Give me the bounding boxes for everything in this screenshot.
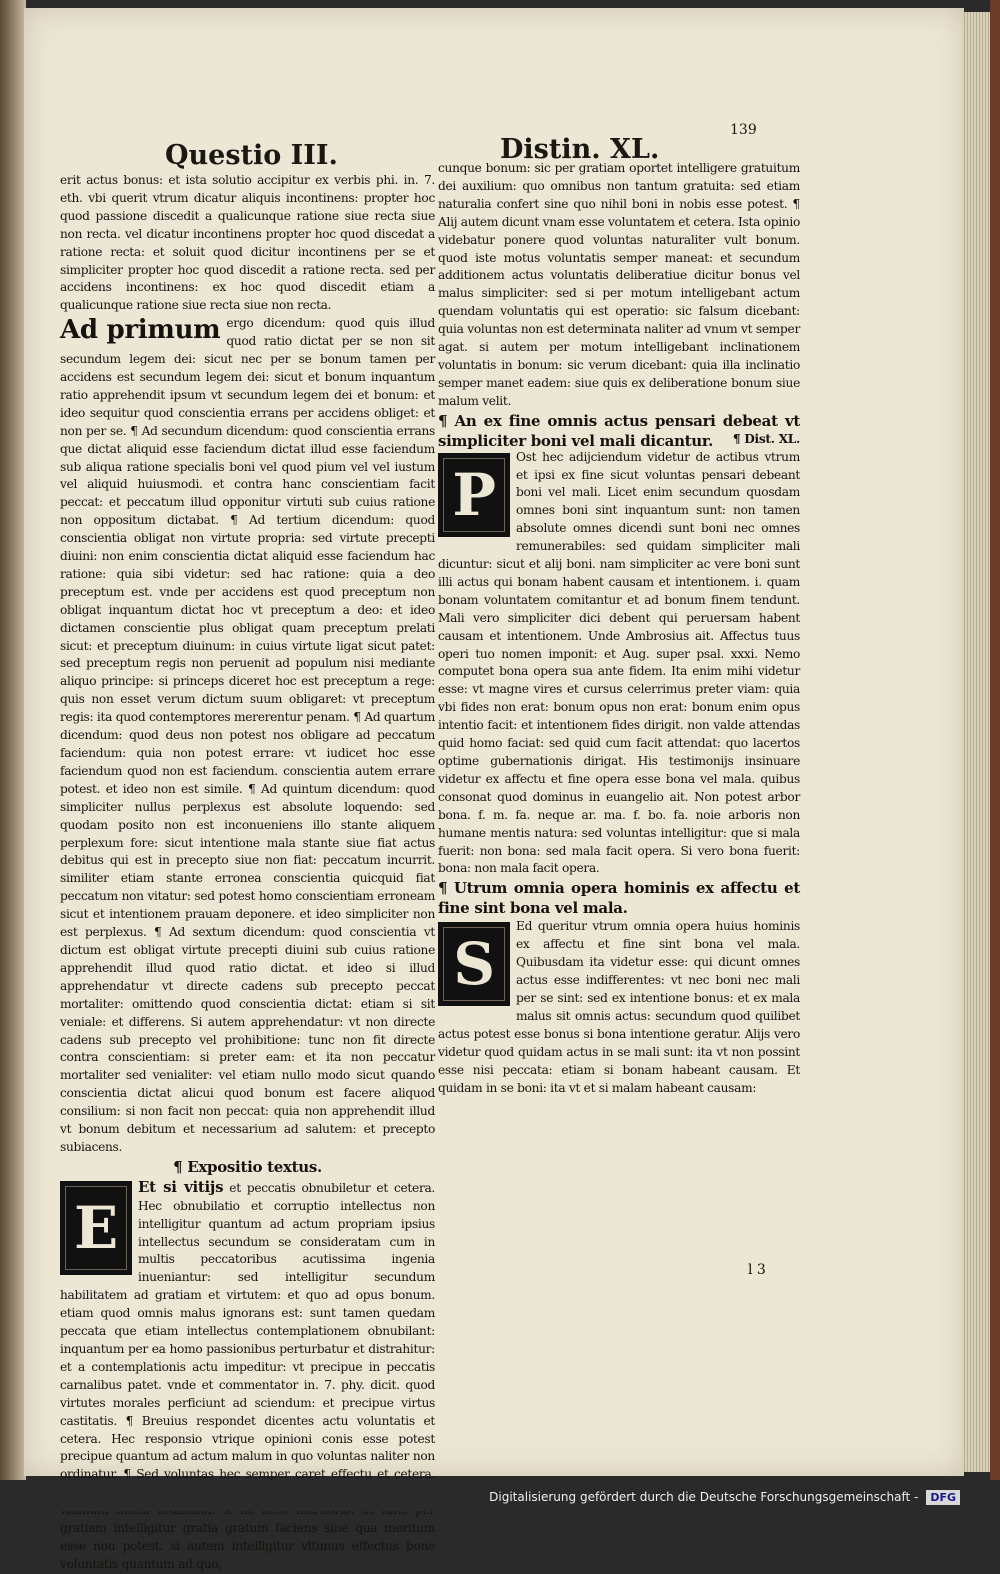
- left-para-3-wrap: [60, 1177, 435, 1574]
- distinctio-label: ¶ Dist. XL.: [732, 431, 800, 446]
- section-heading-ad-primum: Ad primum: [60, 315, 221, 346]
- right-para-2-wrap: [438, 449, 800, 879]
- footer-credit: Digitalisierung gefördert durch die Deutsche Forschungsgemeinschaft -: [489, 1490, 919, 1504]
- signature-mark: l 3: [748, 1262, 766, 1278]
- facing-page-edge: [0, 180, 22, 620]
- left-para-2-wrap: [60, 315, 435, 1157]
- decorated-initial-e: E: [60, 1181, 132, 1275]
- left-column: [60, 172, 436, 1571]
- right-para-2: Ost hec adijciendum videtur de actibus vtrum et ipsi ex fine sicut voluntas pensari debeant boni vel mali. Licet enim secundum quosdam omnes boni sint inquantum sunt: non tamen absolute omnes dicendi sunt boni nec omnes remunerabiles: sed quidam simpliciter mali dicuntur: sicut et alij boni. nam simpliciter ac vere boni sunt illi actus qui bonam habent causam et intentionem. i. quam bonam voluntatem comitantur et ad bonum finem tendunt. Mali vero simpliciter dici debent qui peruersam habent causam et intentionem. Unde Ambrosius ait. Affectus tuus operi tuo nomen imponit: et Aug. super psal. xxxi. Nemo computet bona opera sua ante fidem. Ita enim mihi videtur esse: vt magne vires et cursus celerrimus preter viam: quia vbi fides non erat: bonum opus non erat: bonum enim opus intentio facit: et intentionem fides dirigit. non valde attendas quid homo faciat: sed quid cum facit attendat: quo lacertos optime gubernationis dirigat. His testimonijs insinuare videtur ex affectu et fine opera esse bona vel mala. quibus consonat quod dominus in euangelio ait. Non potest arbor bona. f. m. fa. neque ar. ma. f. bo. fa. noie arboris non humane mentis natura: sed voluntas intelligitur: que si mala fuerit: non bona: sed mala facit opera. Si vero bona fuerit: bona: non mala facit opera.: [438, 449, 800, 876]
- book-cover-right: [990, 0, 1000, 1480]
- folio-number: 139: [730, 122, 757, 138]
- left-para-2: ergo dicendum: quod quis illud quod ratio dictat per se non sit secundum legem dei: sicut nec per se bonum tamen per accidens est secundum legem dei: sicut et bonum inquantum ratio apprehendit ipsum vt secundum legem dei et bonum: et ideo sequitur quod conscientia errans per accidens obliget: et non per se. ¶ Ad secundum dicendum: quod conscientia errans que dictat aliquid esse faciendum dictat illud esse faciendum sub aliqua ratione specialis boni vel quod pium vel vel iustum vel aliquid huiusmodi. et contra hanc conscientiam facit peccat: et peccatum illud opponitur virtuti sub cuius ratione non oppositum dictabat. ¶ Ad tertium dicendum: quod conscientia obligat non virtute propria: sed virtute precepti diuini: non enim conscientia dictat aliquid esse faciendum hac ratione: quia sibi videtur: sed hac ratione: quia a deo preceptum est. vnde per accidens est quod preceptum non obligat inquantum dictat hoc vt preceptum a deo: et ideo dictamen conscientie plus obligat quam preceptum prelati sicut: et preceptum diuinum: in cuius virtute ligat sicut patet: sed preceptum regis non peruenit ad populum nisi mediante aliquo principe: si princeps diceret hoc est preceptum a rege: quis non esset verum dictum suum obligaret: vt preceptum regis: ita quod contemptores mererentur penam. ¶ Ad quartum dicendum: quod deus non potest nos obligare ad peccatum faciendum: quia non potest errare: vt iudicet hoc esse faciendum quod non est faciendum. conscientia autem errare potest. et ideo non est simile. ¶ Ad quintum dicendum: quod simpliciter nullus perplexus est absolute loquendo: sed quodam posito non est inconueniens illo stante aliquem perplexum fore: sicut intentione mala stante siue fiat actus debitus qui est in precepto siue non fiat: peccatum incurrit. similiter etiam stante erronea conscientia quicquid fiat peccatum non vitatur: sed potest homo conscientiam erroneam sicut et intentionem prauam deponere. et ideo simpliciter non est perplexus. ¶ Ad sextum dicendum: quod conscientia vt dictum est obligat virtute precepti diuini sub cuius ratione apprehendit illud quod ratio dictat. et ideo si illud apprehendatur vt directe cadens sub precepto peccat mortaliter: omittendo quod conscientia dictat: etiam si sit veniale: et differens. Si autem apprehendatur: vt non directe cadens sub precepto vel prohibitione: tunc non fit directe contra conscientiam: si preter eam: et ita non peccatur mortaliter sed venialiter: vel etiam nullo modo sicut quando conscientia dictat alicui quod bonum est facere aliquod consilium: si non facit non peccat: quia non apprehendit illud vt bonum debitum et necessarium ad salutem: et precepto subiacens.: [60, 316, 435, 1154]
- left-para-3: et peccatis obnubiletur et cetera. Hec obnubilatio et corruptio intellectus non intelligitur quantum ad actum propriam ipsius intellectus secundum se consideratam cum in multis peccatoribus acutissima ingenia inueniantur: sed intelligitur secundum habilitatem ad gratiam et virtutem: et quo ad opus bonum. etiam quod omnis malus ignorans est: sunt tamen quedam peccata que etiam intellectus contemplationem obnubilant: inquantum per ea homo passionibus perturbatur et distrahitur: et a contemplationis actu impeditur: vt precipue in peccatis carnalibus patet. vnde et commentator in. 7. phy. dicit. quod virtutes morales perficiunt ad sciendum: et precipue virtus castitatis. ¶ Breuius respondet dicentes actu voluntatis et cetera. Hec responsio vtrique opinioni conis esse potest precipue quantum ad actum malum in quo voluntas naliter non ordinatur. ¶ Sed voluntas hec semper caret effectu et cetera. gratiam intelligitur gratia gratum faciens sine qua meritum esse non potest. si autem intelligitur vltimus effectus bone voluntatis quantum ad quo,: [60, 1180, 436, 1571]
- decorated-initial-s: S: [438, 922, 510, 1006]
- expositio-heading: ¶ Expositio textus.: [173, 1157, 322, 1176]
- right-heading-1: ¶ An ex fine omnis actus pensari debeat vt simpliciter boni vel mali dicantur.: [438, 411, 800, 450]
- decorated-initial-p: P: [438, 453, 510, 537]
- left-para-1: erit actus bonus: et ista solutio accipitur ex verbis phi. in. 7. eth. vbi querit vtrum dicatur aliquis incontinens: propter hoc quod passione discedit a qualicunque ratione siue recta siue non recta. vel dicatur incontinens propter hoc quod discedat a ratione recta: et soluit quod dicitur incontinens per se et simpliciter propter hoc quod discedit a ratione recta. sed per accidens incontinens: ex hoc quod discedit etiam a qualicunque ratione siue recta siue non recta.: [60, 173, 435, 313]
- right-heading-2: ¶ Utrum omnia opera hominis ex affectu et fine sint bona vel mala.: [438, 879, 800, 918]
- right-para-3-wrap: [438, 918, 800, 1097]
- dfg-logo: DFG: [926, 1490, 960, 1505]
- right-para-1: cunque bonum: sic per gratiam oportet intelligere gratuitum dei auxilium: quo omnibus non tantum gratuita: sed etiam naturalia confert sine quo nihil boni in nobis esse potest. ¶ Alij autem dicunt vnam esse voluntatem et cetera. Ista opinio videbatur ponere quod voluntas naturaliter vult bonum. quod iste motus voluntatis semper maneat: et secundum additionem actus voluntatis deliberatiue dicitur bonus vel malus simpliciter: sed si per motum intelligebant actum quendam voluntatis qui est operatio: sic falsum dicebant: quia voluntas non est determinata naliter ad vnum vt semper agat. si autem per motum intelligebant inclinationem voluntatis in bonum: sic verum dicebant: quia illa inclinatio semper manet eadem: siue quis ex deliberatione bonum siue malum velit.: [438, 161, 800, 408]
- right-column: [438, 160, 800, 1097]
- running-head-right: Distin. XL.: [500, 134, 660, 165]
- page-edges: [962, 12, 992, 1472]
- running-head-left: Questio III.: [165, 140, 338, 171]
- right-para-3: Ed queritur vtrum omnia opera huius hominis ex affectu et fine sint bona vel mala. Quibusdam ita videtur esse: qui dicunt omnes actus esse indifferentes: vt nec boni nec mali per se sint: sed ex intentione bonus: et ex mala malus sit omnis actus: secundum quod quilibet actus potest esse bonus si bona intentione geratur. Alijs vero videtur quod quidam actus in se mali sunt: ita vt non possint esse nisi peccata: etiam si bonam habeant causam. Et quidam in se boni: ita vt et si malam habeant causam:: [438, 919, 800, 1095]
- footer-bar: [0, 1483, 1000, 1511]
- para-3-lead: Et si vitijs: [138, 1177, 224, 1196]
